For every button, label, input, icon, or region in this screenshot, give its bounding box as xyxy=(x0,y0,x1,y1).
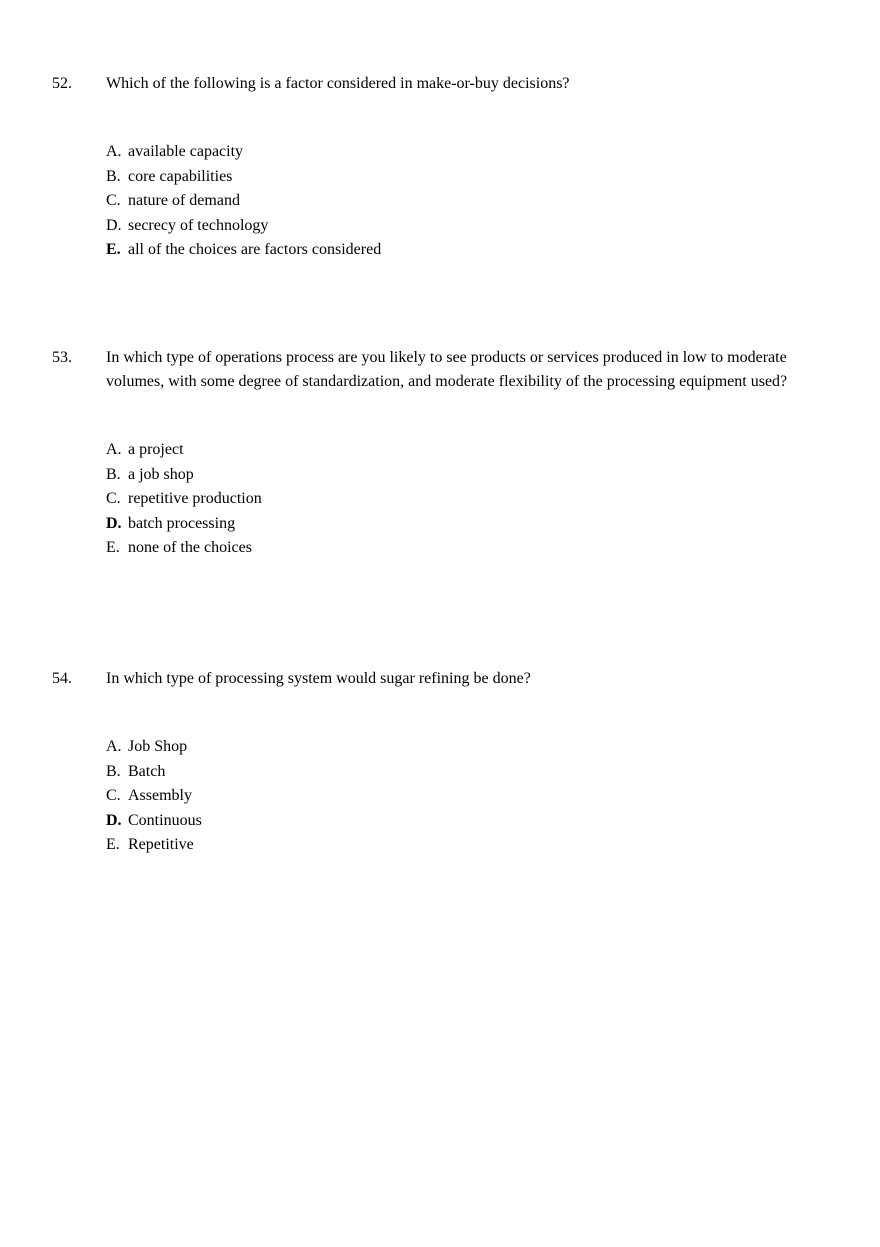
choice-letter: A. xyxy=(106,143,122,160)
choice-text: Repetitive xyxy=(128,836,194,853)
question-54 xyxy=(52,667,812,858)
choice-e xyxy=(106,536,812,561)
choice-text: available capacity xyxy=(128,143,244,160)
question-number: 54. xyxy=(52,670,72,687)
choice-text: a job shop xyxy=(128,465,194,483)
question-number: 53. xyxy=(52,349,72,366)
question-stem xyxy=(52,667,812,691)
choice-letter: C. xyxy=(106,787,121,804)
choice-text: secrecy of technology xyxy=(128,216,269,234)
choice-c xyxy=(106,784,812,809)
choice-text: nature of demand xyxy=(128,192,240,209)
question-text: In which type of processing system would sugar refining be done? xyxy=(106,670,531,687)
choice-letter: D. xyxy=(106,514,122,532)
choice-b xyxy=(106,760,812,785)
question-text: In which type of operations process are you likely to see products or services produced in low to moderate volumes, with some degree of standardization, and moderate flexibility of the processing equipment used? xyxy=(106,349,788,390)
choice-list xyxy=(106,735,812,858)
choice-list xyxy=(106,140,812,263)
choice-text: none of the choices xyxy=(128,539,252,556)
choice-letter: D. xyxy=(106,811,122,829)
choice-c xyxy=(106,189,812,214)
choice-letter: B. xyxy=(106,762,121,780)
choice-d xyxy=(106,214,812,239)
choice-text: all of the choices are factors considered xyxy=(128,241,382,258)
choice-text: Assembly xyxy=(128,787,192,804)
choice-text: Batch xyxy=(128,762,166,780)
choice-letter: D. xyxy=(106,216,122,234)
choice-d-correct xyxy=(106,809,812,834)
choice-text: Job Shop xyxy=(128,738,188,755)
question-number: 52. xyxy=(52,75,72,92)
question-stem xyxy=(52,72,812,96)
choice-b xyxy=(106,165,812,190)
choice-a xyxy=(106,140,812,165)
question-52 xyxy=(52,72,812,263)
choice-letter: C. xyxy=(106,192,121,209)
choice-e-correct xyxy=(106,238,812,263)
choice-list xyxy=(106,438,812,561)
choice-letter: C. xyxy=(106,490,121,507)
choice-text: Continuous xyxy=(128,811,202,829)
choice-a xyxy=(106,438,812,463)
question-53 xyxy=(52,346,812,561)
question-text: Which of the following is a factor considered in make-or-buy decisions? xyxy=(106,75,570,92)
choice-d-correct xyxy=(106,512,812,537)
choice-c xyxy=(106,487,812,512)
choice-a xyxy=(106,735,812,760)
choice-text: core capabilities xyxy=(128,167,233,185)
choice-text: a project xyxy=(128,441,184,458)
choice-letter: E. xyxy=(106,539,120,556)
choice-letter: B. xyxy=(106,465,121,483)
choice-e xyxy=(106,833,812,858)
choice-letter: E. xyxy=(106,241,121,258)
choice-letter: A. xyxy=(106,441,122,458)
choice-letter: E. xyxy=(106,836,120,853)
choice-letter: A. xyxy=(106,738,122,755)
question-stem xyxy=(52,346,812,394)
choice-b xyxy=(106,463,812,488)
choice-letter: B. xyxy=(106,167,121,185)
choice-text: batch processing xyxy=(128,514,236,532)
choice-text: repetitive production xyxy=(128,490,262,507)
